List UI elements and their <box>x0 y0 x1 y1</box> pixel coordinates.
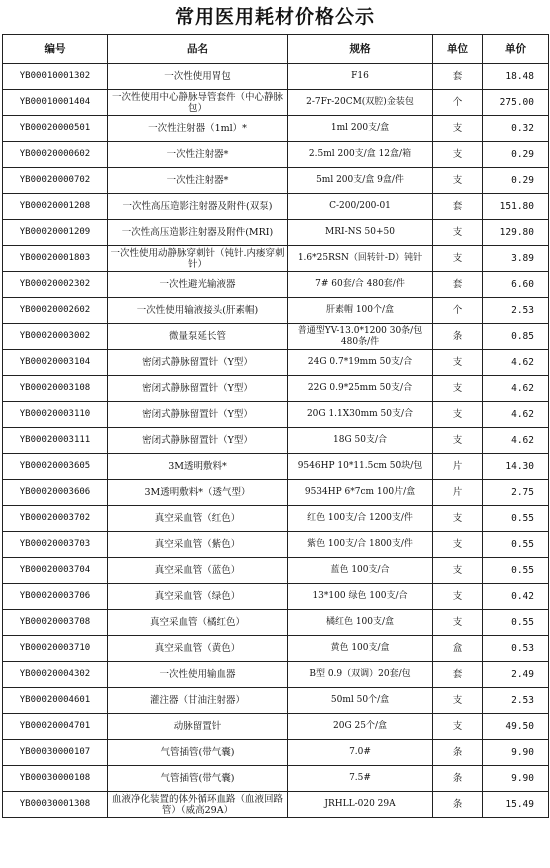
cell-unit: 盒 <box>433 636 483 662</box>
cell-unit: 支 <box>433 584 483 610</box>
cell-unit: 套 <box>433 194 483 220</box>
cell-name: 微量泵延长管 <box>108 324 288 350</box>
cell-code: YB00020004701 <box>3 714 108 740</box>
cell-spec: C-200/200-01 <box>288 194 433 220</box>
cell-price: 129.80 <box>483 220 549 246</box>
cell-spec: 7.0# <box>288 740 433 766</box>
cell-code: YB00020001208 <box>3 194 108 220</box>
cell-price: 2.75 <box>483 480 549 506</box>
cell-unit: 条 <box>433 324 483 350</box>
cell-name: 真空采血管（黄色） <box>108 636 288 662</box>
cell-unit: 支 <box>433 532 483 558</box>
cell-spec: B型 0.9（双调）20套/包 <box>288 662 433 688</box>
cell-code: YB00020003111 <box>3 428 108 454</box>
cell-name: 血液净化装置的体外循环血路（血液回路管）（威高29A） <box>108 792 288 818</box>
cell-name: 真空采血管（紫色） <box>108 532 288 558</box>
cell-price: 4.62 <box>483 402 549 428</box>
cell-name: 密闭式静脉留置针（Y型） <box>108 376 288 402</box>
cell-unit: 条 <box>433 740 483 766</box>
cell-unit: 支 <box>433 506 483 532</box>
table-row <box>3 168 549 194</box>
cell-name: 3M透明敷料*（透气型） <box>108 480 288 506</box>
table-row <box>3 558 549 584</box>
table-row <box>3 428 549 454</box>
cell-name: 密闭式静脉留置针（Y型） <box>108 428 288 454</box>
cell-unit: 支 <box>433 610 483 636</box>
cell-price: 2.53 <box>483 688 549 714</box>
cell-code: YB00020003605 <box>3 454 108 480</box>
cell-code: YB00020004302 <box>3 662 108 688</box>
cell-spec: 黄色 100支/盒 <box>288 636 433 662</box>
cell-unit: 支 <box>433 116 483 142</box>
cell-price: 0.55 <box>483 610 549 636</box>
header-spec: 规格 <box>288 35 433 64</box>
page-title: 常用医用耗材价格公示 <box>174 6 375 28</box>
cell-price: 18.48 <box>483 64 549 90</box>
cell-unit: 支 <box>433 402 483 428</box>
cell-name: 动脉留置针 <box>108 714 288 740</box>
cell-name: 一次性高压造影注射器及附件(双泵) <box>108 194 288 220</box>
cell-code: YB00020003108 <box>3 376 108 402</box>
cell-spec: MRI-NS 50+50 <box>288 220 433 246</box>
cell-code: YB00020003104 <box>3 350 108 376</box>
cell-name: 灌注器（甘油注射器） <box>108 688 288 714</box>
cell-spec: 13*100 绿色 100支/合 <box>288 584 433 610</box>
cell-name: 密闭式静脉留置针（Y型） <box>108 402 288 428</box>
table-row <box>3 480 549 506</box>
cell-price: 0.55 <box>483 558 549 584</box>
cell-unit: 支 <box>433 168 483 194</box>
cell-price: 9.90 <box>483 740 549 766</box>
cell-spec: 20G 1.1X30mm 50支/合 <box>288 402 433 428</box>
cell-spec: 橘红色 100支/盒 <box>288 610 433 636</box>
table-row <box>3 298 549 324</box>
cell-spec: 蓝色 100支/合 <box>288 558 433 584</box>
cell-spec: 20G 25个/盒 <box>288 714 433 740</box>
cell-name: 真空采血管（红色） <box>108 506 288 532</box>
cell-unit: 套 <box>433 64 483 90</box>
cell-code: YB00030000107 <box>3 740 108 766</box>
header-unit: 单位 <box>433 35 483 64</box>
cell-price: 0.53 <box>483 636 549 662</box>
cell-unit: 支 <box>433 246 483 272</box>
cell-spec: JRHLL-020 29A <box>288 792 433 818</box>
cell-spec: F16 <box>288 64 433 90</box>
cell-code: YB00030001308 <box>3 792 108 818</box>
cell-price: 9.90 <box>483 766 549 792</box>
cell-name: 一次性注射器* <box>108 142 288 168</box>
cell-code: YB00020004601 <box>3 688 108 714</box>
cell-code: YB00020003002 <box>3 324 108 350</box>
cell-code: YB00020003110 <box>3 402 108 428</box>
cell-unit: 片 <box>433 480 483 506</box>
cell-code: YB00020002302 <box>3 272 108 298</box>
cell-spec: 18G 50支/合 <box>288 428 433 454</box>
cell-price: 4.62 <box>483 350 549 376</box>
cell-spec: 普通型YV-13.0*1200 30条/包 480条/件 <box>288 324 433 350</box>
cell-price: 0.32 <box>483 116 549 142</box>
table-row <box>3 350 549 376</box>
cell-code: YB00020000702 <box>3 168 108 194</box>
table-row <box>3 454 549 480</box>
cell-unit: 个 <box>433 90 483 116</box>
table-row <box>3 376 549 402</box>
cell-unit: 条 <box>433 766 483 792</box>
table-row <box>3 662 549 688</box>
cell-spec: 22G 0.9*25mm 50支/合 <box>288 376 433 402</box>
cell-code: YB00010001404 <box>3 90 108 116</box>
price-table <box>2 34 549 818</box>
cell-unit: 支 <box>433 428 483 454</box>
table-row <box>3 636 549 662</box>
cell-spec: 5ml 200支/盒 9盒/件 <box>288 168 433 194</box>
table-row <box>3 792 549 818</box>
table-row <box>3 116 549 142</box>
table-row <box>3 532 549 558</box>
cell-unit: 个 <box>433 298 483 324</box>
table-row <box>3 194 549 220</box>
table-row <box>3 584 549 610</box>
table-row <box>3 324 549 350</box>
table-body <box>3 64 549 818</box>
cell-code: YB00020000501 <box>3 116 108 142</box>
cell-price: 2.49 <box>483 662 549 688</box>
cell-unit: 支 <box>433 220 483 246</box>
cell-unit: 条 <box>433 792 483 818</box>
cell-price: 3.89 <box>483 246 549 272</box>
cell-price: 275.00 <box>483 90 549 116</box>
table-row <box>3 740 549 766</box>
cell-price: 14.30 <box>483 454 549 480</box>
cell-name: 密闭式静脉留置针（Y型） <box>108 350 288 376</box>
cell-code: YB00020002602 <box>3 298 108 324</box>
cell-price: 15.49 <box>483 792 549 818</box>
table-row <box>3 220 549 246</box>
cell-code: YB00020001803 <box>3 246 108 272</box>
cell-name: 一次性使用胃包 <box>108 64 288 90</box>
cell-code: YB00020000602 <box>3 142 108 168</box>
cell-unit: 支 <box>433 688 483 714</box>
cell-price: 4.62 <box>483 428 549 454</box>
table-row <box>3 272 549 298</box>
cell-code: YB00020001209 <box>3 220 108 246</box>
cell-name: 真空采血管（蓝色） <box>108 558 288 584</box>
table-row <box>3 714 549 740</box>
cell-price: 0.42 <box>483 584 549 610</box>
cell-price: 0.29 <box>483 142 549 168</box>
cell-unit: 套 <box>433 662 483 688</box>
cell-price: 0.55 <box>483 506 549 532</box>
cell-name: 3M透明敷料* <box>108 454 288 480</box>
cell-name: 气管插管(带气囊) <box>108 740 288 766</box>
cell-code: YB00020003606 <box>3 480 108 506</box>
cell-spec: 9534HP 6*7cm 100片/盒 <box>288 480 433 506</box>
cell-spec: 24G 0.7*19mm 50支/合 <box>288 350 433 376</box>
cell-name: 一次性避光输液器 <box>108 272 288 298</box>
cell-spec: 7# 60套/合 480套/件 <box>288 272 433 298</box>
cell-price: 49.50 <box>483 714 549 740</box>
table-row <box>3 64 549 90</box>
cell-spec: 1ml 200支/盒 <box>288 116 433 142</box>
cell-spec: 2-7Fr-20CM(双腔)金装包 <box>288 90 433 116</box>
header-name: 品名 <box>108 35 288 64</box>
cell-name: 一次性使用动静脉穿刺针（钝针.内瘘穿刺针） <box>108 246 288 272</box>
table-row <box>3 142 549 168</box>
cell-unit: 套 <box>433 272 483 298</box>
table-row <box>3 90 549 116</box>
cell-name: 真空采血管（橘红色） <box>108 610 288 636</box>
cell-unit: 支 <box>433 142 483 168</box>
cell-unit: 支 <box>433 376 483 402</box>
cell-code: YB00020003706 <box>3 584 108 610</box>
table-row <box>3 688 549 714</box>
table-row <box>3 506 549 532</box>
header-price: 单价 <box>483 35 549 64</box>
table-header-row <box>3 35 549 64</box>
cell-name: 一次性注射器（1ml）* <box>108 116 288 142</box>
cell-unit: 支 <box>433 350 483 376</box>
cell-code: YB00020003704 <box>3 558 108 584</box>
cell-unit: 支 <box>433 558 483 584</box>
cell-price: 151.80 <box>483 194 549 220</box>
cell-spec: 1.6*25RSN（回转针-D）钝针 <box>288 246 433 272</box>
table-row <box>3 766 549 792</box>
table-row <box>3 402 549 428</box>
cell-price: 2.53 <box>483 298 549 324</box>
cell-price: 6.60 <box>483 272 549 298</box>
cell-price: 0.55 <box>483 532 549 558</box>
cell-spec: 紫色 100支/合 1800支/件 <box>288 532 433 558</box>
table-row <box>3 246 549 272</box>
cell-spec: 50ml 50个/盒 <box>288 688 433 714</box>
cell-name: 一次性使用输血器 <box>108 662 288 688</box>
cell-spec: 7.5# <box>288 766 433 792</box>
cell-code: YB00020003703 <box>3 532 108 558</box>
cell-code: YB00010001302 <box>3 64 108 90</box>
cell-name: 一次性使用中心静脉导管套件（中心静脉包） <box>108 90 288 116</box>
cell-price: 4.62 <box>483 376 549 402</box>
cell-name: 气管插管(带气囊) <box>108 766 288 792</box>
cell-code: YB00030000108 <box>3 766 108 792</box>
cell-name: 一次性注射器* <box>108 168 288 194</box>
cell-spec: 肝素帽 100个/盒 <box>288 298 433 324</box>
cell-code: YB00020003702 <box>3 506 108 532</box>
cell-name: 真空采血管（绿色） <box>108 584 288 610</box>
cell-spec: 红色 100支/合 1200支/件 <box>288 506 433 532</box>
cell-spec: 2.5ml 200支/盒 12盒/箱 <box>288 142 433 168</box>
cell-code: YB00020003710 <box>3 636 108 662</box>
cell-name: 一次性高压造影注射器及附件(MRI) <box>108 220 288 246</box>
cell-unit: 支 <box>433 714 483 740</box>
cell-name: 一次性使用输液接头(肝素帽) <box>108 298 288 324</box>
cell-price: 0.85 <box>483 324 549 350</box>
cell-unit: 片 <box>433 454 483 480</box>
cell-code: YB00020003708 <box>3 610 108 636</box>
cell-price: 0.29 <box>483 168 549 194</box>
header-code: 编号 <box>3 35 108 64</box>
cell-spec: 9546HP 10*11.5cm 50块/包 <box>288 454 433 480</box>
table-row <box>3 610 549 636</box>
